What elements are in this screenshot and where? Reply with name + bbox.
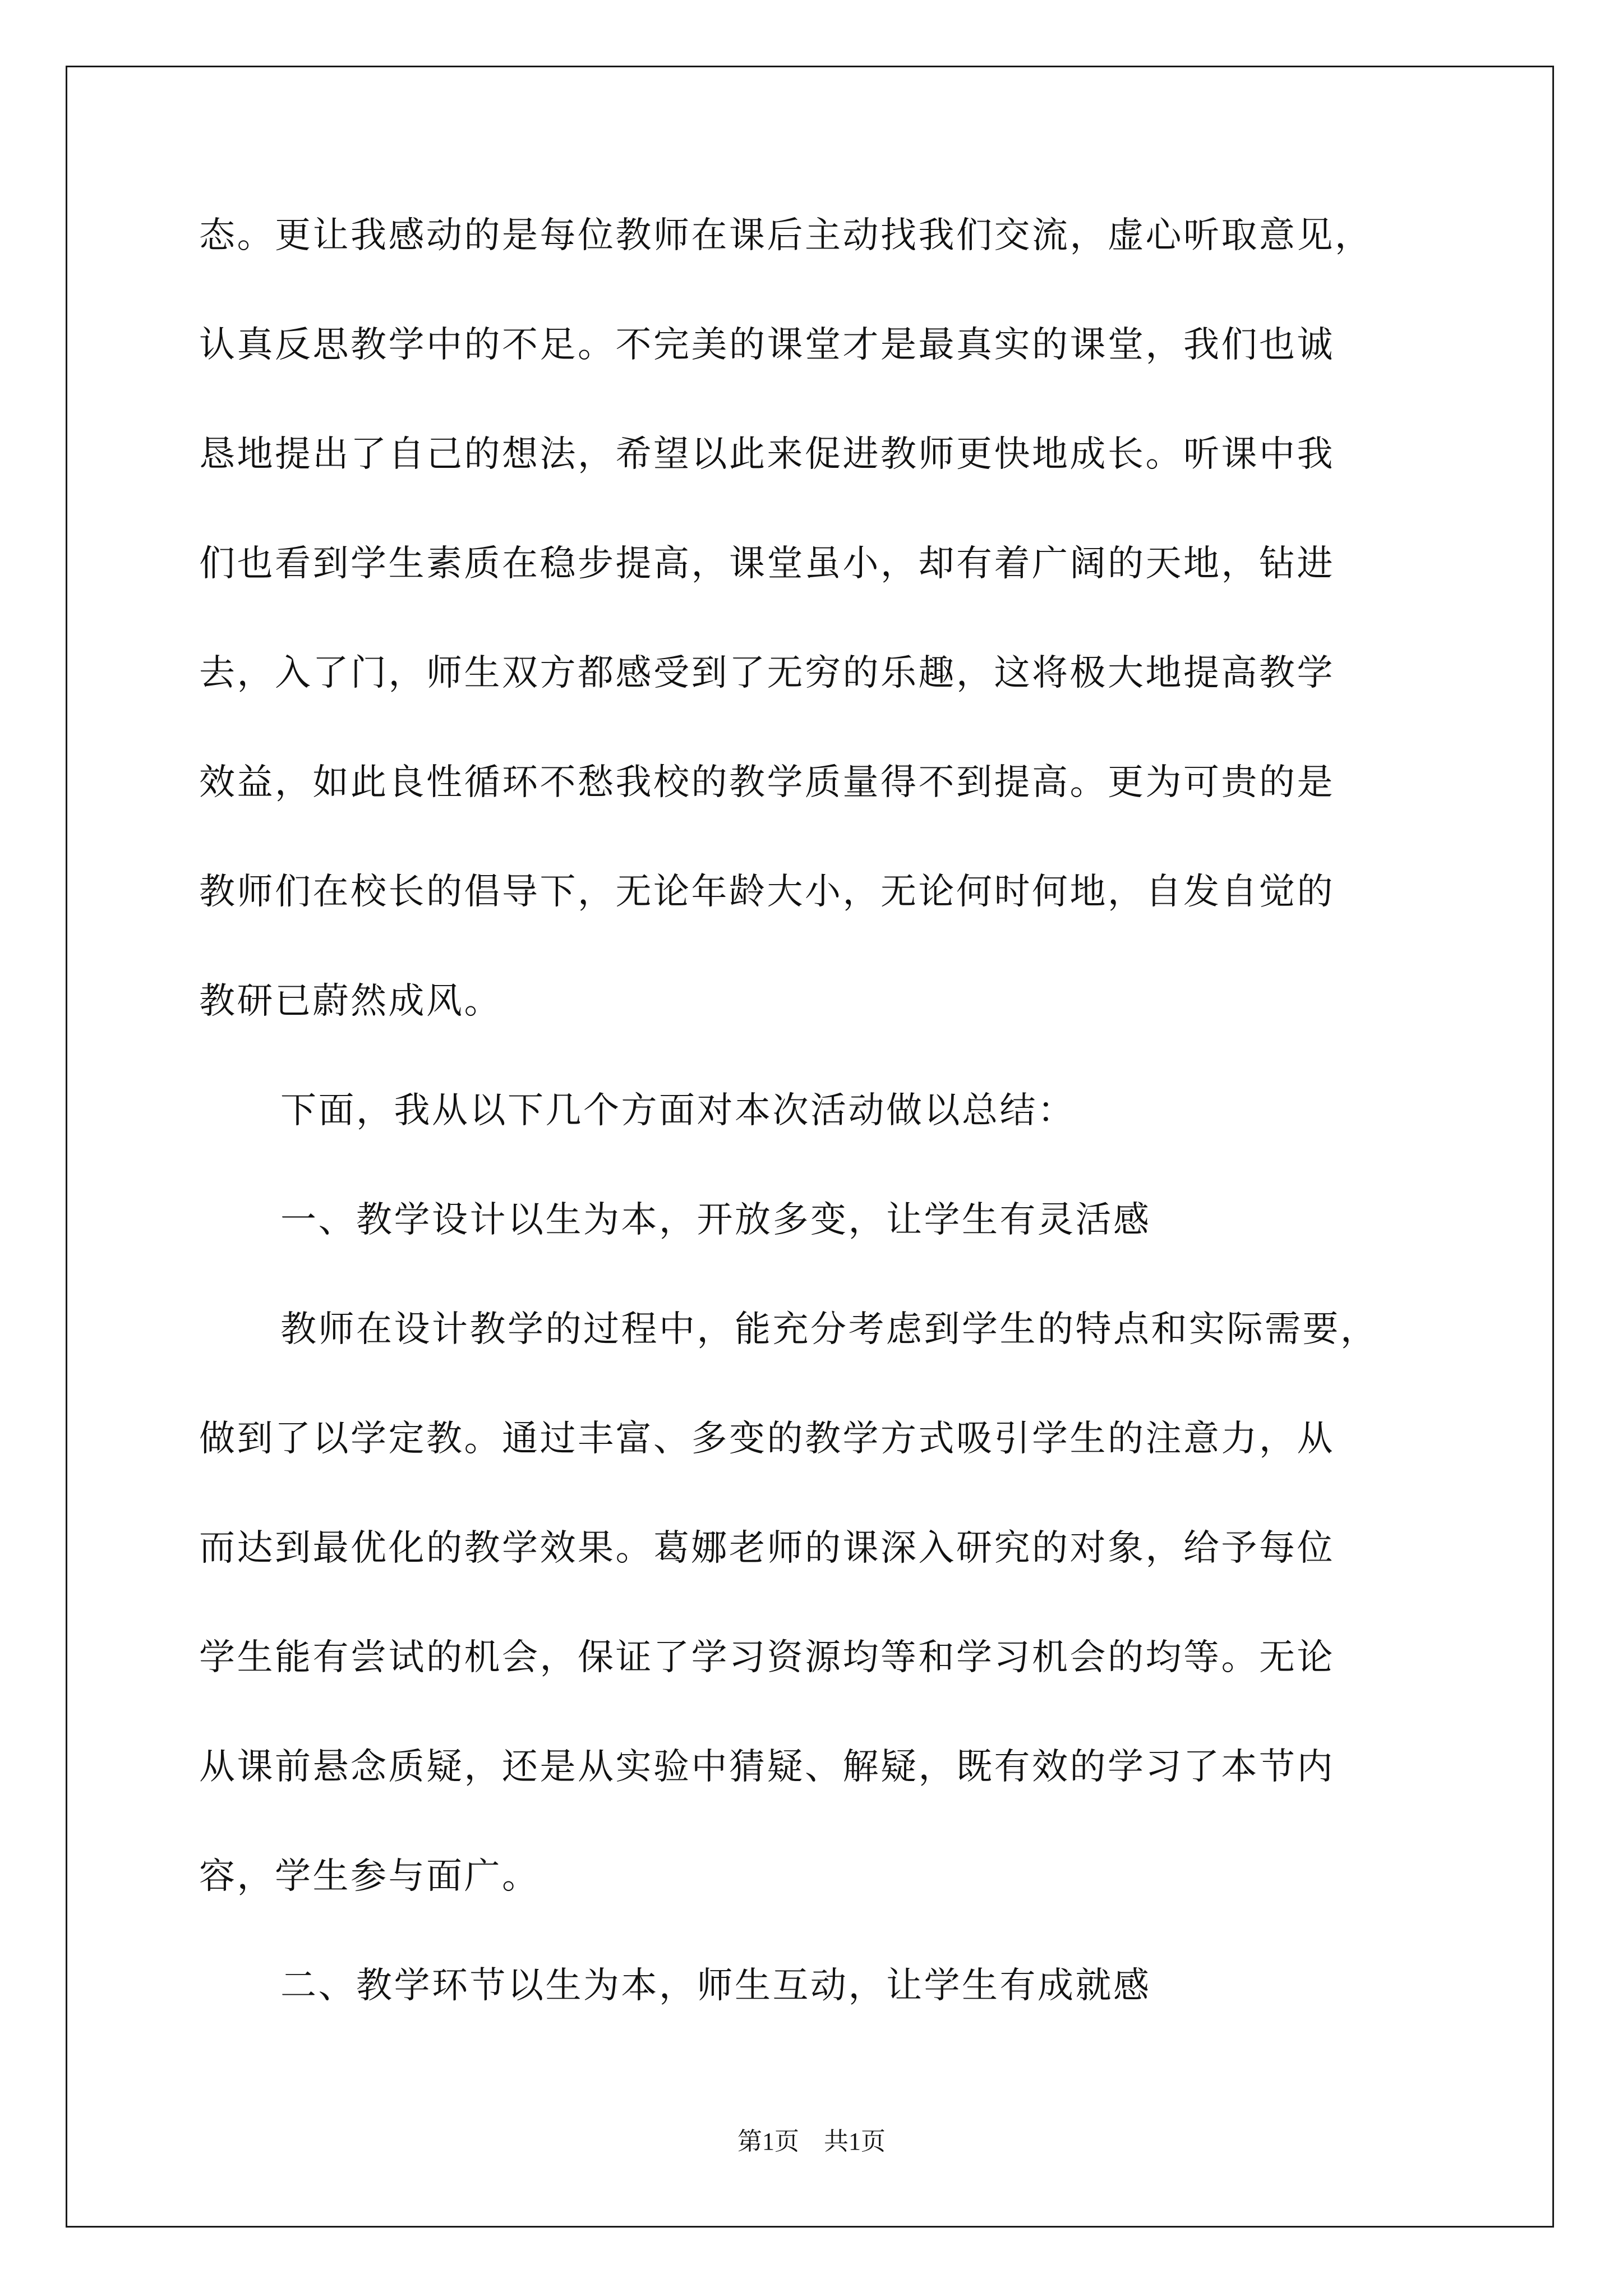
body-line-13: 而达到最优化的教学效果。葛娜老师的课深入研究的对象，给予每位 bbox=[199, 1527, 1335, 1569]
section-heading-1: 一、教学设计以生为本，开放多变，让学生有灵活感 bbox=[280, 1199, 1151, 1241]
body-line-6: 效益，如此良性循环不愁我校的教学质量得不到提高。更为可贵的是 bbox=[199, 762, 1335, 803]
page-number-footer: 第1页 共1页 bbox=[737, 2128, 886, 2155]
body-line-12: 做到了以学定教。通过丰富、多变的教学方式吸引学生的注意力，从 bbox=[199, 1418, 1335, 1460]
body-line-8: 教研已蔚然成风。 bbox=[199, 981, 502, 1022]
body-line-2: 认真反思教学中的不足。不完美的课堂才是最真实的课堂，我们也诚 bbox=[199, 324, 1335, 366]
body-line-4: 们也看到学生素质在稳步提高，课堂虽小，却有着广阔的天地，钻进 bbox=[199, 543, 1335, 585]
body-line-1: 态。更让我感动的是每位教师在课后主动找我们交流，虚心听取意见， bbox=[199, 215, 1373, 256]
body-line-15: 从课前悬念质疑，还是从实验中猜疑、解疑，既有效的学习了本节内 bbox=[199, 1746, 1335, 1788]
paragraph-intro: 下面，我从以下几个方面对本次活动做以总结： bbox=[280, 1090, 1076, 1131]
page-border bbox=[66, 66, 1554, 2228]
body-line-11: 教师在设计教学的过程中，能充分考虑到学生的特点和实际需要， bbox=[280, 1309, 1378, 1350]
section-heading-2: 二、教学环节以生为本，师生互动，让学生有成就感 bbox=[280, 1965, 1151, 2007]
body-line-3: 恳地提出了自己的想法，希望以此来促进教师更快地成长。听课中我 bbox=[199, 434, 1335, 475]
body-line-5: 去，入了门，师生双方都感受到了无穷的乐趣，这将极大地提高教学 bbox=[199, 652, 1335, 694]
body-line-14: 学生能有尝试的机会，保证了学习资源均等和学习机会的均等。无论 bbox=[199, 1637, 1335, 1678]
body-line-7: 教师们在校长的倡导下，无论年龄大小，无论何时何地，自发自觉的 bbox=[199, 871, 1335, 913]
body-line-16: 容，学生参与面广。 bbox=[199, 1856, 540, 1897]
